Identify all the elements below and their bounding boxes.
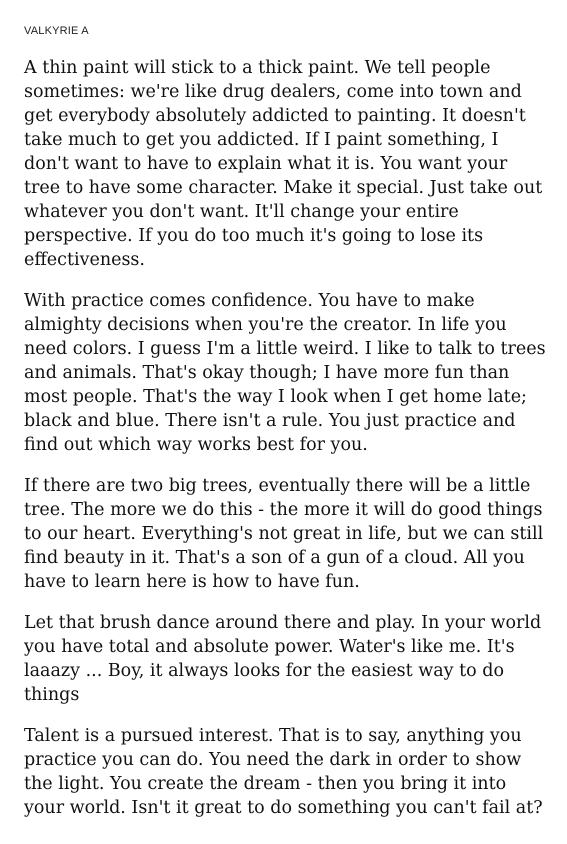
paragraph-4: Let that brush dance around there and play. In your world you have total and absolute power. Water's like me. It's laaazy ... Boy, it always looks for the easiest way to do things [24,613,542,705]
author-name: VALKYRIE A [24,25,89,37]
article-body [24,56,547,837]
paragraph-5: Talent is a pursued interest. That is to say, anything you practice you can do. You need the dark in order to show the light. You create the dream - then you bring it into your world. Isn't it great to do something you can't fail at? [24,726,543,818]
paragraph-3: If there are two big trees, eventually there will be a little tree. The more we do this - the more it will do good things to our heart. Everything's not great in life, but we can still find beauty in it. That's a son of a gun of a cloud. All you have to learn here is how to have fun. [24,476,544,592]
paragraph-2: With practice comes confidence. You have to make almighty decisions when you're the creator. In life you need colors. I guess I'm a little weird. I like to talk to trees and animals. That's okay though; I have more fun than most people. That's the way I look when I get home late; black and blue. There isn't a rule. You just practice and find out which way works best for you. [24,291,546,455]
paragraph-1: A thin paint will stick to a thick paint. We tell people sometimes: we're like drug dealers, come into town and get everybody absolutely addicted to painting. It doesn't take much to get you addicted. If I paint something, I don't want to have to explain what it is. You want your tree to have some character. Make it special. Just take out whatever you don't want. It'll change your entire perspective. If you do too much it's going to lose its effectiveness. [24,58,543,270]
